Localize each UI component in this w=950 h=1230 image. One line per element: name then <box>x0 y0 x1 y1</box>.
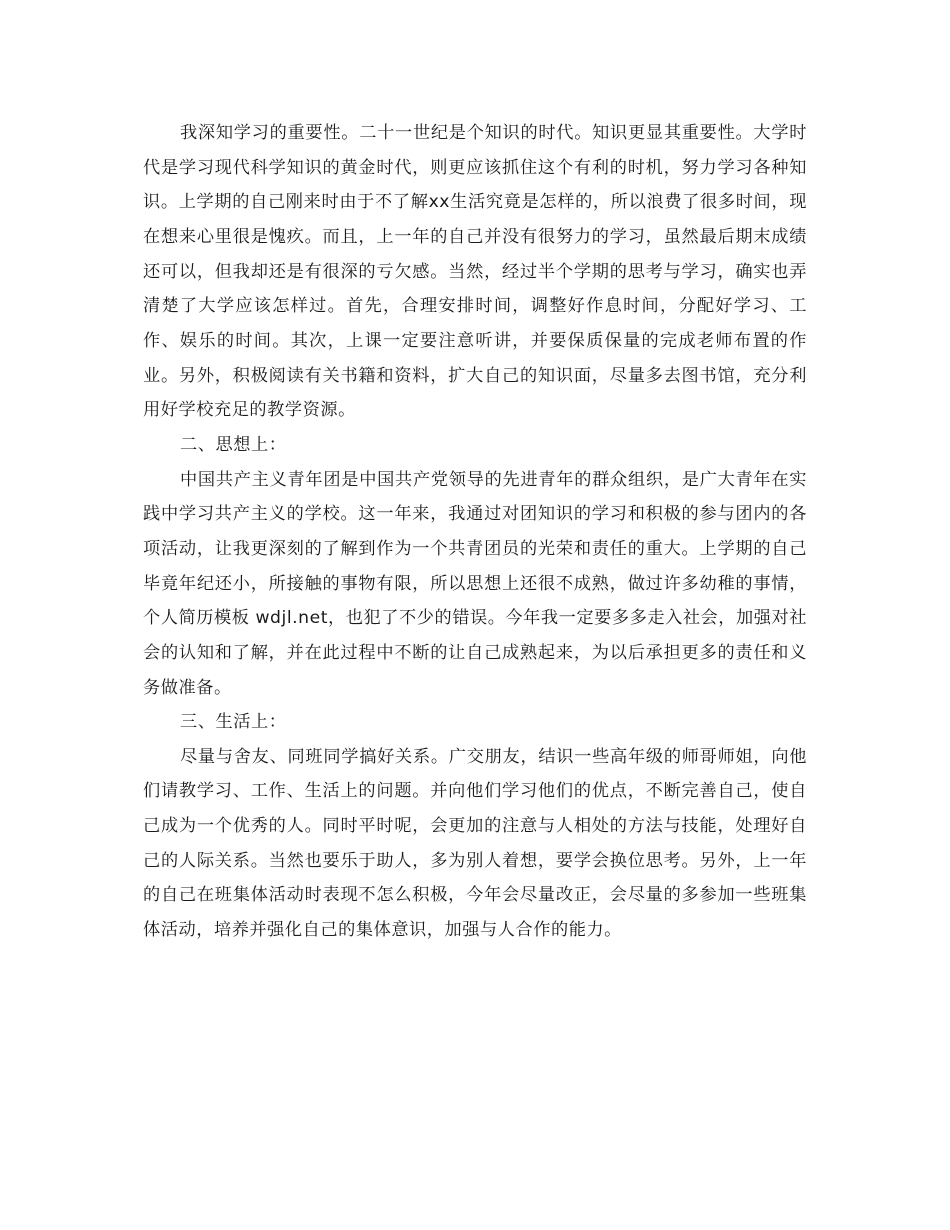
paragraph-life: 尽量与舍友、同班同学搞好关系。广交朋友，结识一些高年级的师哥师姐，向他们请教学习、工作、生活上的问题。并向他们学习他们的优点，不断完善自己，使自己成为一个优秀的人。同时平时呢，会更加的注意与人相处的方法与技能，处理好自己的人际关系。当然也要乐于助人，多为别人着想，要学会换位思考。另外，上一年的自己在班集体活动时表现不怎么积极，今年会尽量改正，会尽量的多参加一些班集体活动，培养并强化自己的集体意识，加强与人合作的能力。 <box>143 746 807 941</box>
paragraph-thought: 中国共产主义青年团是中国共产党领导的先进青年的群众组织，是广大青年在实践中学习共产主义的学校。这一年来，我通过对团知识的学习和积极的参与团内的各项活动，让我更深刻的了解到作为一个共青团员的光荣和责任的重大。上学期的自己毕竟年纪还小，所接触的事物有限，所以思想上还很不成熟，做过许多幼稚的事情，个人简历模板 wdjl.net，也犯了不少的错误。今年我一定要多多走入社会，加强对社会的认知和了解，并在此过程中不断的让自己成熟起来，为以后承担更多的责任和义务做准备。 <box>143 469 807 698</box>
paragraph-study: 我深知学习的重要性。二十一世纪是个知识的时代。知识更显其重要性。大学时代是学习现代科学知识的黄金时代，则更应该抓住这个有利的时机，努力学习各种知识。上学期的自己刚来时由于不了解xx生活究竟是怎样的，所以浪费了很多时间，现在想来心里很是愧疚。而且，上一年的自己并没有很努力的学习，虽然最后期末成绩还可以，但我却还是有很深的亏欠感。当然，经过半个学期的思考与学习，确实也弄清楚了大学应该怎样过。首先，合理安排时间，调整好作息时间，分配好学习、工作、娱乐的时间。其次，上课一定要注意听讲，并要保质保量的完成老师布置的作业。另外，积极阅读有关书籍和资料，扩大自己的知识面，尽量多去图书馆，充分利用好学校充足的教学资源。 <box>143 123 807 421</box>
section-heading-thought: 二、思想上： <box>180 434 287 455</box>
section-heading-life: 三、生活上： <box>180 712 287 733</box>
document-body <box>143 116 807 948</box>
